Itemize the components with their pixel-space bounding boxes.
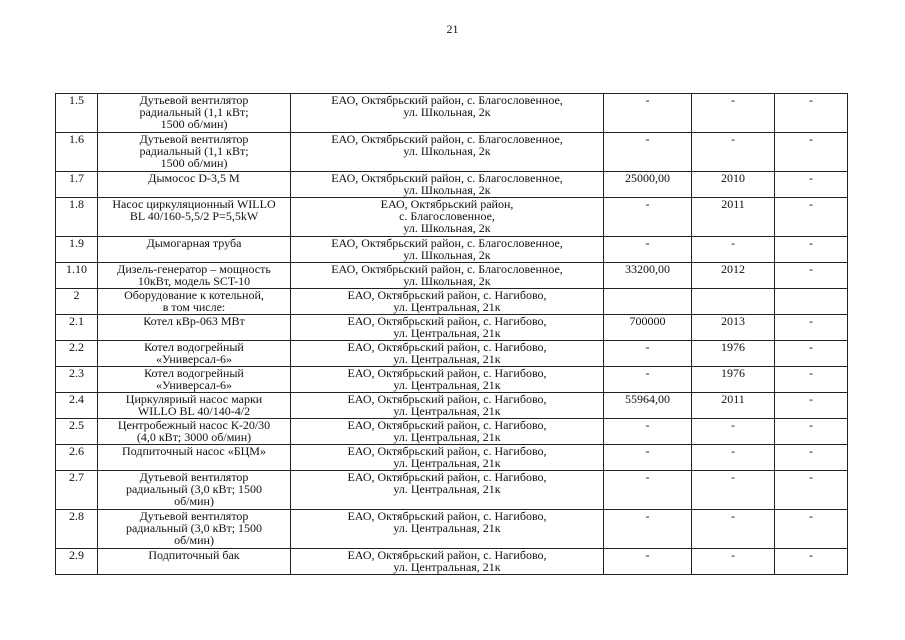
year-cell: - [692, 549, 775, 575]
cell-line: Оборудование к котельной, [124, 288, 264, 302]
cost-cell: 55964,00 [604, 393, 692, 419]
row-number-cell: 2.8 [56, 510, 98, 549]
cost-cell: - [604, 510, 692, 549]
page-number: 21 [446, 22, 459, 36]
cell-line: 10кВт, модель SCT-10 [137, 274, 251, 288]
cost-cell: - [604, 94, 692, 133]
cell-line: Центробежный насос К-20/30 [117, 418, 271, 432]
cost-cell: - [604, 445, 692, 471]
cell-line: Дизель-генератор – мощность [117, 262, 271, 276]
cell-line: Котел кВр-063 МВт [143, 314, 245, 328]
cell-line: Дымогарная труба [146, 236, 242, 250]
cell-line: ул. Школьная, 2к [403, 274, 491, 288]
table-row [56, 471, 848, 510]
cell-line: Дымосос D-3,5 М [148, 171, 240, 185]
row-number-cell: 2.2 [56, 341, 98, 367]
address-cell [291, 263, 604, 289]
address-cell [291, 172, 604, 198]
cost-cell: - [604, 341, 692, 367]
cell-line: ул. Школьная, 2к [403, 248, 491, 262]
cell-line: WILLO BL 40/140-4/2 [137, 404, 251, 418]
last-column-cell: - [775, 510, 848, 549]
table-row [56, 549, 848, 575]
last-column-cell: - [775, 237, 848, 263]
row-number-cell: 1.10 [56, 263, 98, 289]
cell-line: Котел водогрейный [144, 340, 244, 354]
cell-line: Дутьевой вентилятор [139, 470, 249, 484]
address-cell [291, 289, 604, 315]
row-number-cell: 2.3 [56, 367, 98, 393]
address-cell [291, 510, 604, 549]
row-number-cell: 2.5 [56, 419, 98, 445]
table-row [56, 263, 848, 289]
equipment-name-cell [98, 172, 291, 198]
cell-line: в том числе: [162, 300, 226, 314]
cell-line: об/мин) [174, 533, 214, 547]
cost-cell: 33200,00 [604, 263, 692, 289]
row-number-cell: 1.7 [56, 172, 98, 198]
cell-line: ул. Школьная, 2к [403, 105, 491, 119]
cell-line: ЕАО, Октябрьский район, [380, 197, 514, 211]
cost-cell: - [604, 367, 692, 393]
cost-cell: - [604, 133, 692, 172]
cell-line: ЕАО, Октябрьский район, с. Нагибово, [347, 366, 547, 380]
table-row [56, 172, 848, 198]
year-cell: 2011 [692, 393, 775, 419]
year-cell: 1976 [692, 341, 775, 367]
equipment-table [55, 93, 848, 575]
cell-line: ул. Центральная, 21к [393, 352, 501, 366]
cell-line: ЕАО, Октябрьский район, с. Нагибово, [347, 509, 547, 523]
cost-cell: - [604, 237, 692, 263]
address-cell [291, 237, 604, 263]
cell-line: Дутьевой вентилятор [139, 509, 249, 523]
last-column-cell: - [775, 133, 848, 172]
cost-cell: - [604, 198, 692, 237]
last-column-cell: - [775, 549, 848, 575]
equipment-name-cell [98, 237, 291, 263]
cell-line: ЕАО, Октябрьский район, с. Благословенное, [331, 93, 563, 107]
equipment-name-cell [98, 133, 291, 172]
table-row [56, 94, 848, 133]
row-number-cell: 1.8 [56, 198, 98, 237]
equipment-name-cell [98, 549, 291, 575]
cell-line: ул. Центральная, 21к [393, 300, 501, 314]
table-row [56, 445, 848, 471]
row-number-cell: 2 [56, 289, 98, 315]
row-number-cell: 2.4 [56, 393, 98, 419]
cell-line: ул. Центральная, 21к [393, 378, 501, 392]
cell-line: ЕАО, Октябрьский район, с. Благословенное, [331, 132, 563, 146]
address-cell [291, 341, 604, 367]
cost-cell: 25000,00 [604, 172, 692, 198]
equipment-name-cell [98, 471, 291, 510]
year-cell: 2013 [692, 315, 775, 341]
cell-line: BL 40/160-5,5/2 P=5,5kW [129, 209, 259, 223]
last-column-cell: - [775, 471, 848, 510]
cost-cell: - [604, 471, 692, 510]
last-column-cell: - [775, 94, 848, 133]
last-column-cell: - [775, 341, 848, 367]
cell-line: об/мин) [174, 494, 214, 508]
last-column-cell: - [775, 419, 848, 445]
cell-line: ул. Центральная, 21к [393, 521, 501, 535]
cell-line: Подпиточный насос «БЦМ» [122, 444, 266, 458]
cell-line: радиальный (3,0 кВт; 1500 [125, 482, 263, 496]
cell-line: ЕАО, Октябрьский район, с. Благословенное, [331, 236, 563, 250]
cell-line: ЕАО, Октябрьский район, с. Нагибово, [347, 418, 547, 432]
table-row [56, 315, 848, 341]
cell-line: Подпиточный бак [148, 548, 240, 562]
last-column-cell [775, 289, 848, 315]
table-row [56, 237, 848, 263]
year-cell: - [692, 445, 775, 471]
last-column-cell: - [775, 445, 848, 471]
row-number-cell: 2.6 [56, 445, 98, 471]
equipment-name-cell [98, 445, 291, 471]
equipment-name-cell [98, 263, 291, 289]
table-row [56, 289, 848, 315]
cell-line: ул. Центральная, 21к [393, 482, 501, 496]
equipment-name-cell [98, 315, 291, 341]
year-cell: 2012 [692, 263, 775, 289]
row-number-cell: 1.5 [56, 94, 98, 133]
year-cell: - [692, 94, 775, 133]
equipment-name-cell [98, 367, 291, 393]
cell-line: Дутьевой вентилятор [139, 132, 249, 146]
cost-cell: - [604, 419, 692, 445]
cell-line: ул. Центральная, 21к [393, 404, 501, 418]
cell-line: ЕАО, Октябрьский район, с. Нагибово, [347, 470, 547, 484]
cell-line: Дутьевой вентилятор [139, 93, 249, 107]
cell-line: ЕАО, Октябрьский район, с. Нагибово, [347, 548, 547, 562]
row-number-cell: 2.1 [56, 315, 98, 341]
equipment-name-cell [98, 393, 291, 419]
address-cell [291, 419, 604, 445]
equipment-name-cell [98, 94, 291, 133]
cell-line: ул. Центральная, 21к [393, 430, 501, 444]
address-cell [291, 133, 604, 172]
address-cell [291, 549, 604, 575]
cell-line: ЕАО, Октябрьский район, с. Нагибово, [347, 314, 547, 328]
cell-line: ул. Центральная, 21к [393, 456, 501, 470]
table-row [56, 419, 848, 445]
cell-line: ул. Центральная, 21к [393, 326, 501, 340]
cell-line: ЕАО, Октябрьский район, с. Благословенное, [331, 171, 563, 185]
last-column-cell: - [775, 198, 848, 237]
last-column-cell: - [775, 172, 848, 198]
cell-line: Котел водогрейный [144, 366, 244, 380]
table-row [56, 510, 848, 549]
address-cell [291, 393, 604, 419]
cost-cell: - [604, 549, 692, 575]
cell-line: Циркуляриый насос марки [125, 392, 263, 406]
cell-line: радиальный (3,0 кВт; 1500 [125, 521, 263, 535]
cell-line: ЕАО, Октябрьский район, с. Нагибово, [347, 392, 547, 406]
cell-line: (4,0 кВт; 3000 об/мин) [136, 430, 252, 444]
cost-cell: 700000 [604, 315, 692, 341]
cell-line: ЕАО, Октябрьский район, с. Благословенное, [331, 262, 563, 276]
row-number-cell: 1.6 [56, 133, 98, 172]
table-row [56, 393, 848, 419]
table-row [56, 133, 848, 172]
cell-line: ЕАО, Октябрьский район, с. Нагибово, [347, 288, 547, 302]
table-row [56, 367, 848, 393]
cell-line: радиальный (1,1 кВт; [139, 144, 249, 158]
cell-line: «Универсал-6» [155, 378, 233, 392]
row-number-cell: 2.9 [56, 549, 98, 575]
year-cell: 1976 [692, 367, 775, 393]
last-column-cell: - [775, 315, 848, 341]
year-cell [692, 289, 775, 315]
equipment-name-cell [98, 341, 291, 367]
cell-line: с. Благословенное, [399, 209, 495, 223]
cell-line: ЕАО, Октябрьский район, с. Нагибово, [347, 340, 547, 354]
cell-line: радиальный (1,1 кВт; [139, 105, 249, 119]
cell-line: ул. Центральная, 21к [393, 560, 501, 574]
table-row [56, 198, 848, 237]
cell-line: 1500 об/мин) [160, 156, 228, 170]
year-cell: - [692, 237, 775, 263]
year-cell: 2010 [692, 172, 775, 198]
year-cell: - [692, 133, 775, 172]
year-cell: - [692, 471, 775, 510]
row-number-cell: 1.9 [56, 237, 98, 263]
cell-line: Насос циркуляционный WILLO [112, 197, 276, 211]
address-cell [291, 367, 604, 393]
equipment-name-cell [98, 419, 291, 445]
cell-line: 1500 об/мин) [160, 117, 228, 131]
table-row [56, 341, 848, 367]
row-number-cell: 2.7 [56, 471, 98, 510]
last-column-cell: - [775, 367, 848, 393]
equipment-name-cell [98, 510, 291, 549]
cost-cell [604, 289, 692, 315]
address-cell [291, 471, 604, 510]
address-cell [291, 315, 604, 341]
address-cell [291, 445, 604, 471]
equipment-name-cell [98, 198, 291, 237]
year-cell: 2011 [692, 198, 775, 237]
cell-line: «Универсал-6» [155, 352, 233, 366]
last-column-cell: - [775, 393, 848, 419]
year-cell: - [692, 419, 775, 445]
last-column-cell: - [775, 263, 848, 289]
cell-line: ул. Школьная, 2к [403, 221, 491, 235]
cell-line: ул. Школьная, 2к [403, 144, 491, 158]
equipment-table-body [56, 94, 848, 575]
cell-line: ул. Школьная, 2к [403, 183, 491, 197]
year-cell: - [692, 510, 775, 549]
address-cell [291, 94, 604, 133]
address-cell [291, 198, 604, 237]
equipment-name-cell [98, 289, 291, 315]
cell-line: ЕАО, Октябрьский район, с. Нагибово, [347, 444, 547, 458]
